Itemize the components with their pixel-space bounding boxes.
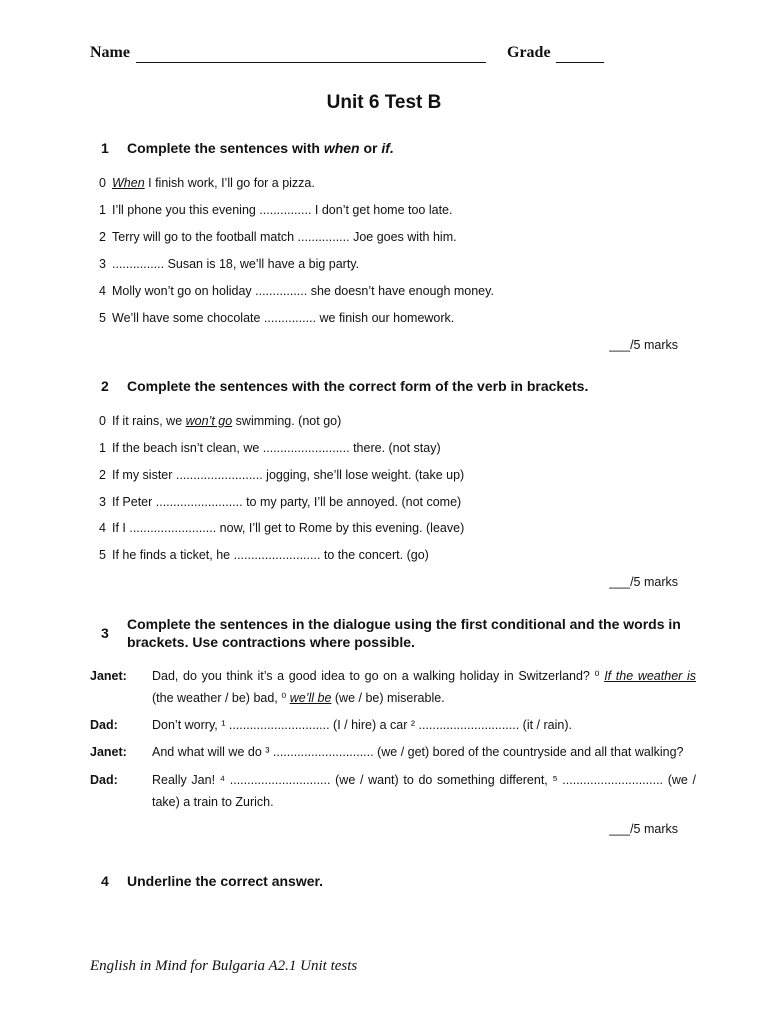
dialogue-line-1: Dad, do you think it’s a good idea to go on a walking holiday in Switzerland? ⁰ If the weather is (the weather / be) bad, ⁰ we’ll be (we / be) miserable. (152, 669, 696, 705)
name-field[interactable] (136, 46, 486, 63)
s2-marks: ___/5 marks (609, 575, 678, 589)
section-2-number: 2 (101, 378, 109, 394)
section-4-number: 4 (101, 873, 109, 889)
s2-item-1: 1 If the beach isn’t clean, we ......................... there. (not stay) (99, 441, 441, 455)
dialogue-line-4: Really Jan! ⁴ ............................. (we / want) to do something different, ⁵ ............................. (we / take) a train to Zurich. (152, 773, 696, 809)
grade-label: Grade (507, 44, 551, 61)
dialogue-line-2: Don’t worry, ¹ ............................. (I / hire) a car ² ............................. (it / rain). (152, 718, 572, 732)
speaker-janet-2: Janet: (90, 745, 127, 759)
section-1-instructions: Complete the sentences with when or if. (127, 140, 394, 156)
grade-field[interactable] (556, 46, 604, 63)
dialogue-line-3: And what will we do ³ ............................. (we / get) bored of the countryside and all that walking? (152, 745, 684, 759)
speaker-dad-1: Dad: (90, 718, 118, 732)
section-2-instructions: Complete the sentences with the correct form of the verb in brackets. (127, 378, 589, 394)
name-label: Name (90, 44, 130, 61)
s1-item-1: 1 I’ll phone you this evening ............... I don’t get home too late. (99, 203, 453, 217)
speaker-dad-2: Dad: (90, 773, 118, 787)
s2-example-answer: won’t go (185, 414, 233, 428)
section-3-instructions: Complete the sentences in the dialogue using the first conditional and the words in brackets. Use contractions where possible. (127, 616, 681, 650)
speaker-janet-1: Janet: (90, 669, 127, 683)
section-3-number: 3 (101, 625, 109, 641)
s1-item-5: 5 We’ll have some chocolate ............... we finish our homework. (99, 311, 455, 325)
s1-marks: ___/5 marks (609, 338, 678, 352)
s2-item-4: 4 If I ......................... now, I’ll get to Rome by this evening. (leave) (99, 521, 465, 535)
s1-example-answer: When (112, 176, 145, 190)
page-title: Unit 6 Test B (326, 92, 442, 113)
s1-item-4: 4 Molly won’t go on holiday ............... she doesn’t have enough money. (99, 284, 494, 298)
s2-item-2: 2 If my sister ......................... jogging, she’ll lose weight. (take up) (99, 468, 465, 482)
s1-item-3: 3 ............... Susan is 18, we’ll have a big party. (99, 257, 360, 271)
section-1-number: 1 (101, 140, 109, 156)
page-footer: English in Mind for Bulgaria A2.1 Unit tests (90, 958, 358, 974)
s2-item-3: 3 If Peter ......................... to my party, I’ll be annoyed. (not come) (99, 495, 462, 509)
s1-item-0: 0 When I finish work, I’ll go for a pizza. (99, 176, 315, 190)
s2-item-0: 0 If it rains, we won’t go swimming. (not go) (99, 414, 342, 428)
s3-marks: ___/5 marks (609, 822, 678, 836)
section-4-instructions: Underline the correct answer. (127, 873, 324, 889)
s1-item-2: 2 Terry will go to the football match ............... Joe goes with him. (99, 230, 457, 244)
s2-item-5: 5 If he finds a ticket, he ......................... to the concert. (go) (99, 548, 429, 562)
